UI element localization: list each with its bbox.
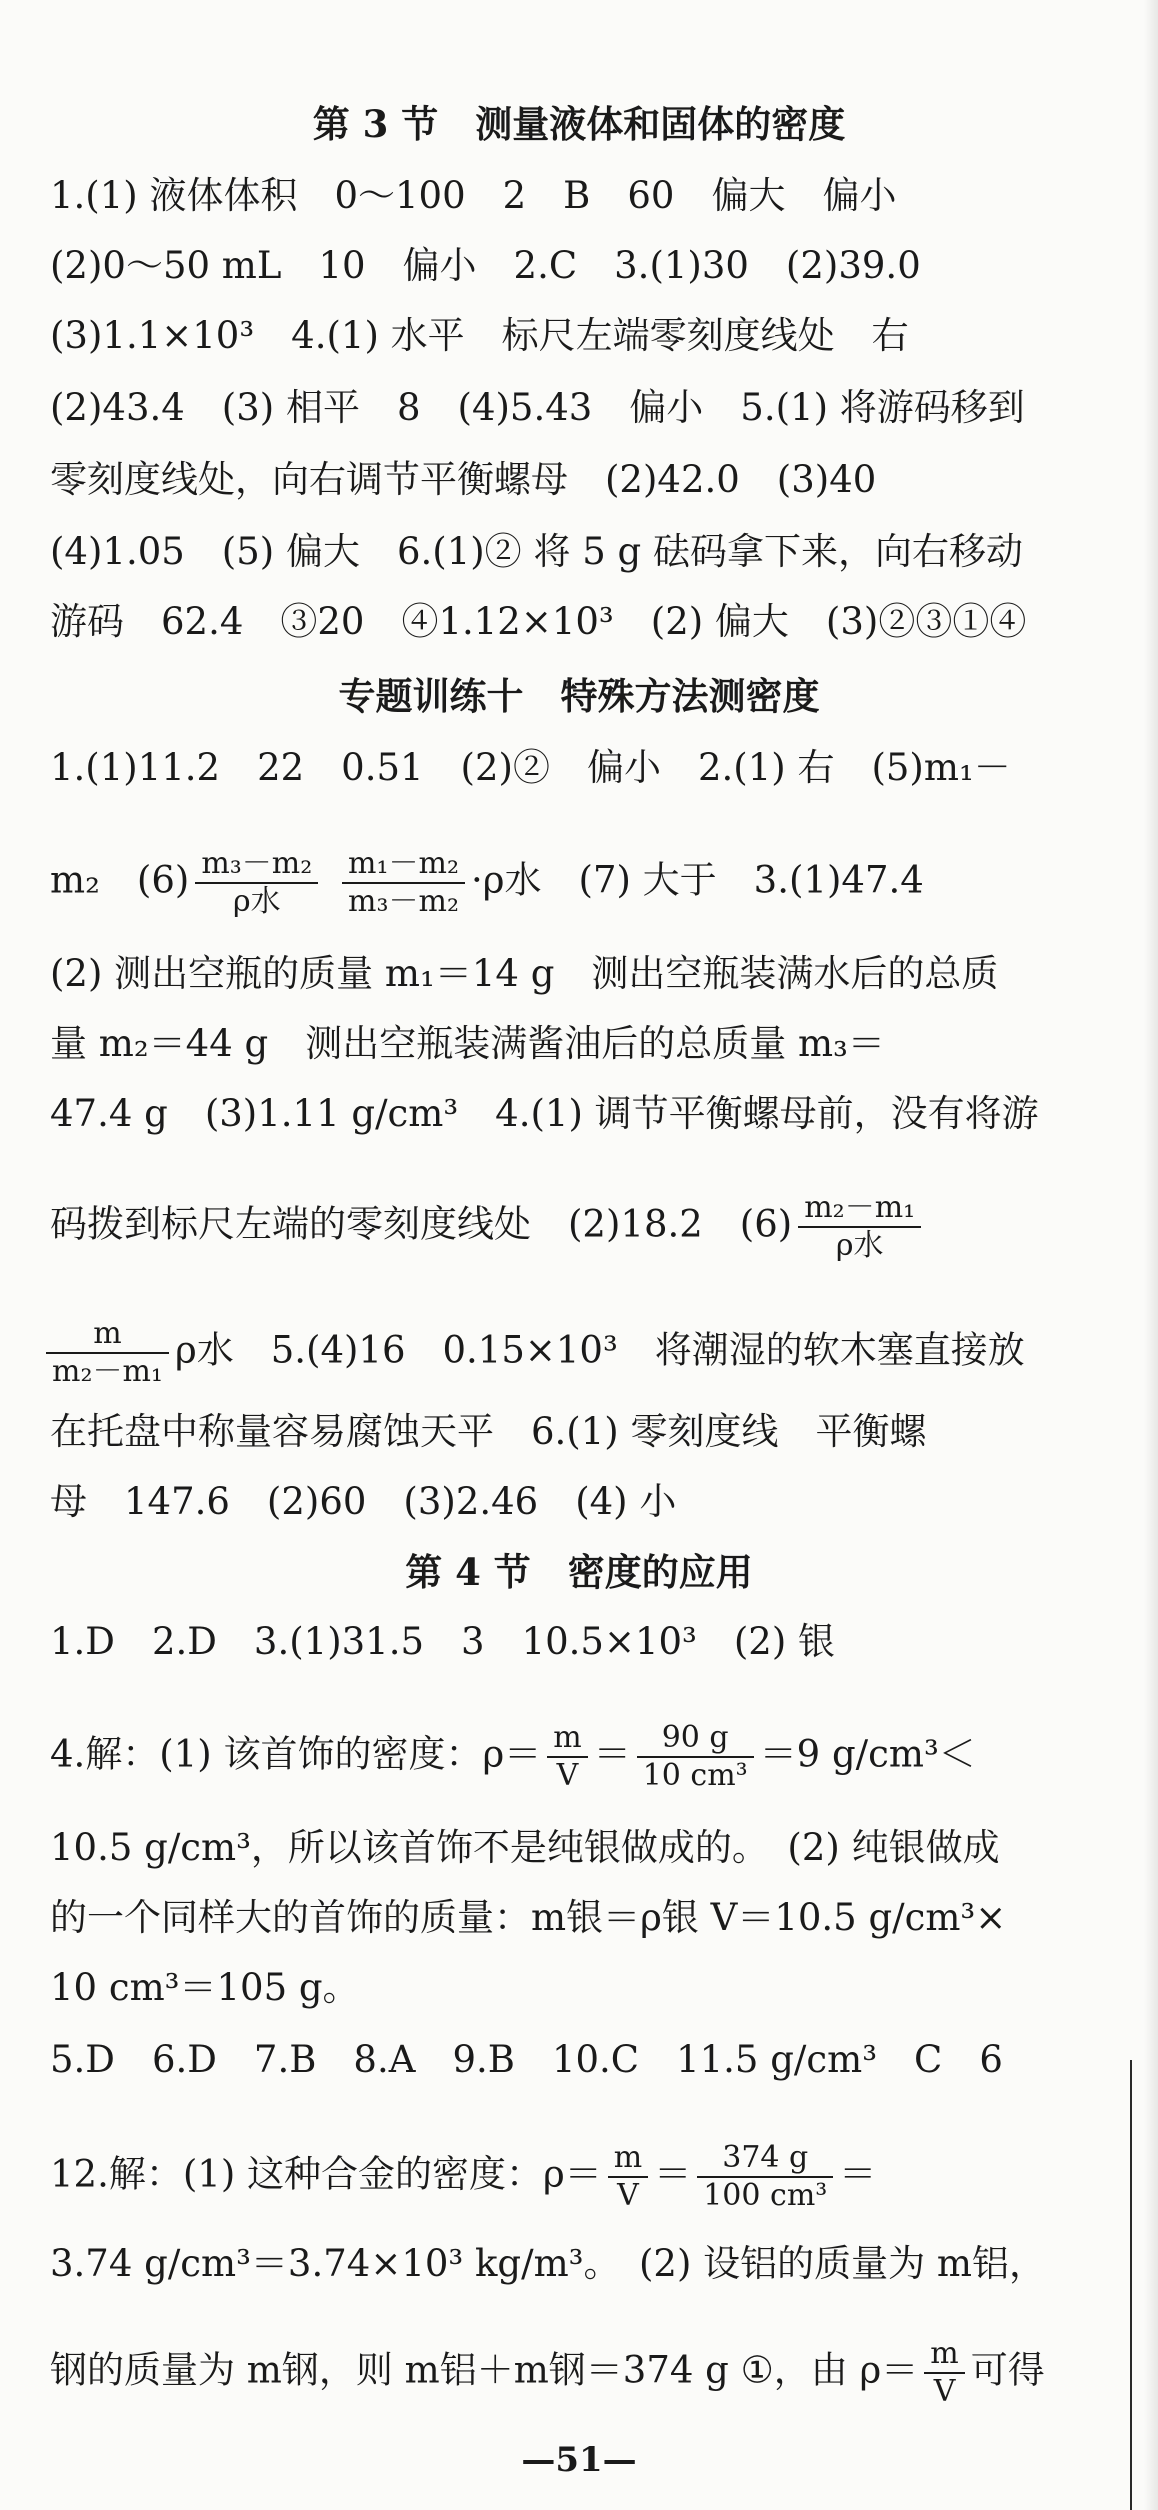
fraction-numerator: m bbox=[547, 1720, 587, 1758]
text-line: 1.(1) 液体体积 0～100 2 B 60 偏大 偏小 bbox=[50, 174, 897, 217]
text-line: (2)43.4 (3) 相平 8 (4)5.43 偏小 5.(1) 将游码移到 bbox=[50, 386, 1025, 429]
fraction-denominator: ρ水 bbox=[835, 1228, 884, 1263]
text-line: 1.D 2.D 3.(1)31.5 3 10.5×10³ (2) 银 bbox=[50, 1620, 836, 1663]
text-line-with-fractions bbox=[40, 1316, 1118, 1390]
line-segment: ＝ bbox=[593, 1732, 631, 1776]
text-line: (3)1.1×10³ 4.(1) 水平 标尺左端零刻度线处 右 bbox=[50, 314, 909, 357]
special-training-heading: 专题训练十 特殊方法测密度 bbox=[338, 674, 820, 718]
line-segment: 可得 bbox=[970, 2348, 1045, 2392]
fraction-numerator: m₂－m₁ bbox=[798, 1190, 921, 1228]
fraction-numerator: m₁－m₂ bbox=[342, 846, 465, 884]
text-line: 1.(1)11.2 22 0.51 (2)② 偏小 2.(1) 右 (5)m₁－ bbox=[50, 746, 1011, 789]
text-line: 47.4 g (3)1.11 g/cm³ 4.(1) 调节平衡螺母前，没有将游 bbox=[50, 1092, 1039, 1135]
text-line: 在托盘中称量容易腐蚀天平 6.(1) 零刻度线 平衡螺 bbox=[50, 1410, 927, 1453]
line-segment: 4.解：(1) 该首饰的密度：ρ＝ bbox=[50, 1732, 542, 1776]
fraction bbox=[798, 1190, 921, 1264]
fraction bbox=[547, 1720, 587, 1794]
fraction-denominator: 10 cm³ bbox=[642, 1758, 748, 1793]
fraction bbox=[924, 2336, 964, 2410]
fraction-denominator: m₂－m₁ bbox=[52, 1354, 163, 1389]
line-segment: ＝ bbox=[654, 2152, 692, 2196]
fraction-denominator: V bbox=[933, 2374, 956, 2409]
fraction-denominator: V bbox=[556, 1758, 579, 1793]
fraction-numerator: m bbox=[608, 2140, 648, 2178]
fraction bbox=[195, 846, 318, 920]
fraction-numerator: m bbox=[924, 2336, 964, 2374]
line-segment: 12.解：(1) 这种合金的密度：ρ＝ bbox=[50, 2152, 602, 2196]
fraction bbox=[46, 1316, 169, 1390]
text-line: 的一个同样大的首饰的质量：m银＝ρ银 V＝10.5 g/cm³× bbox=[50, 1896, 1007, 1939]
text-line: 量 m₂＝44 g 测出空瓶装满酱油后的总质量 m₃＝ bbox=[50, 1022, 885, 1065]
text-line-with-fractions bbox=[50, 1190, 1118, 1264]
fraction-denominator: m₃－m₂ bbox=[348, 884, 459, 919]
text-line: 3.74 g/cm³＝3.74×10³ kg/m³。 (2) 设铝的质量为 m铝， bbox=[50, 2242, 1047, 2285]
text-line-with-fractions bbox=[50, 2140, 1118, 2214]
fraction bbox=[342, 846, 465, 920]
line-segment: 码拨到标尺左端的零刻度线处 (2)18.2 (6) bbox=[50, 1202, 793, 1246]
section-heading-3: 第 3 节 测量液体和固体的密度 bbox=[312, 102, 846, 146]
text-line: 5.D 6.D 7.B 8.A 9.B 10.C 11.5 g/cm³ C 6 bbox=[50, 2038, 1003, 2081]
line-segment: ρ水 5.(4)16 0.15×10³ 将潮湿的软木塞直接放 bbox=[174, 1328, 1025, 1372]
fraction-denominator: V bbox=[617, 2178, 639, 2213]
text-line-with-fractions bbox=[50, 2336, 1118, 2410]
fraction-numerator: m₃－m₂ bbox=[195, 846, 318, 884]
text-line: 10.5 g/cm³，所以该首饰不是纯银做成的。 (2) 纯银做成 bbox=[50, 1826, 1000, 1869]
text-line: (4)1.05 (5) 偏大 6.(1)② 将 5 g 砝码拿下来，向右移动 bbox=[50, 530, 1023, 573]
text-line-with-fractions bbox=[50, 1720, 1118, 1794]
page-number: —51— bbox=[521, 2440, 637, 2480]
line-segment: 钢的质量为 m钢，则 m铝＋m钢＝374 g ①，由 ρ＝ bbox=[50, 2348, 919, 2392]
text-line: 10 cm³＝105 g。 bbox=[50, 1966, 360, 2009]
fraction-numerator: m bbox=[46, 1316, 169, 1354]
line-segment: ＝9 g/cm³＜ bbox=[759, 1732, 976, 1776]
fraction-denominator: 100 cm³ bbox=[703, 2178, 828, 2213]
fraction bbox=[608, 2140, 648, 2214]
text-line: 母 147.6 (2)60 (3)2.46 (4) 小 bbox=[50, 1480, 677, 1523]
fraction-numerator: 90 g bbox=[637, 1720, 754, 1758]
text-line: 零刻度线处，向右调节平衡螺母 (2)42.0 (3)40 bbox=[50, 458, 877, 501]
text-line-with-fractions bbox=[50, 846, 1118, 920]
fraction bbox=[697, 2140, 833, 2214]
text-line: (2) 测出空瓶的质量 m₁＝14 g 测出空瓶装满水后的总质 bbox=[50, 952, 999, 995]
fraction-numerator: 374 g bbox=[697, 2140, 833, 2178]
line-segment: ·ρ水 (7) 大于 3.(1)47.4 bbox=[471, 858, 924, 902]
text-line: 游码 62.4 ③20 ④1.12×10³ (2) 偏大 (3)②③①④ bbox=[50, 600, 1027, 643]
line-segment: m₂ (6) bbox=[50, 858, 190, 902]
fraction-denominator: ρ水 bbox=[232, 884, 281, 919]
page-edge-shadow bbox=[1144, 0, 1158, 2510]
section-heading-4: 第 4 节 密度的应用 bbox=[405, 1550, 753, 1594]
fraction bbox=[637, 1720, 754, 1794]
line-segment: ＝ bbox=[839, 2152, 877, 2196]
text-line: (2)0～50 mL 10 偏小 2.C 3.(1)30 (2)39.0 bbox=[50, 244, 921, 287]
